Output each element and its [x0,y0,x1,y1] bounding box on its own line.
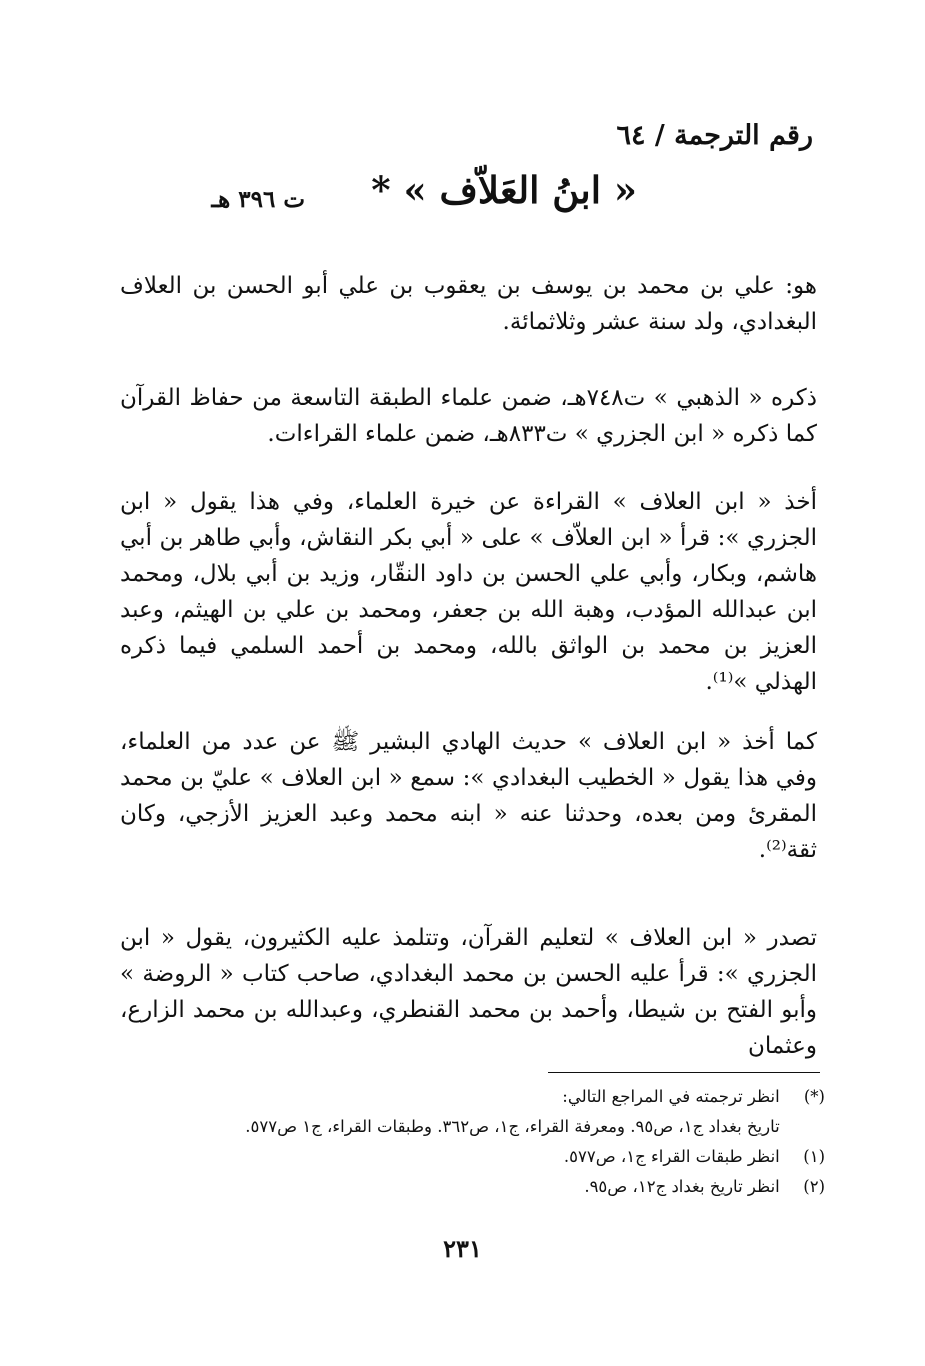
paragraph-students: تصدر « ابن العلاف » لتعليم القرآن، وتتلمذ عليه الكثيرون، يقول « ابن الجزري »: قرأ عليه الحسن بن محمد البغدادي، صاحب كتاب « الروضة » وأبو الفتح بن شيطا، وأحمد بن محمد القنطري، وعبدالله بن محمد الزارع، وعثمان [120,925,817,1059]
footnote-text: انظر تاريخ بغداد ج١٢، ص٩٥. [584,1177,780,1196]
death-date: ت ٣٩٦ هـ [211,186,305,213]
page-number: ٢٣١ [443,1234,482,1263]
footnote-item [150,1112,825,1142]
entry-number-label: رقم الترجمة / ٦٤ [616,120,813,151]
footnote-item [150,1172,825,1202]
paragraph-hadith: كما أخذ « ابن العلاف » حديث الهادي البشير ﷺ عن عدد من العلماء، وفي هذا يقول « الخطيب البغدادي »: سمع « ابن العلاف » عليّ بن محمد المقرئ ومن بعده، وحدثنا عنه « ابنه محمد وعبد العزيز الأزجي، وكان ثقة⁽²⁾. [120,729,817,863]
footnote-divider [548,1072,820,1073]
paragraph-identity: هو: علي بن محمد بن يوسف بن يعقوب بن علي أبو الحسن بن العلاف البغدادي، ولد سنة عشر وثلاثمائة. [120,273,817,335]
footnotes [150,1082,825,1202]
paragraph-teachers: أخذ « ابن العلاف » القراءة عن خيرة العلماء، وفي هذا يقول « ابن الجزري »: قرأ « ابن العلاّف » على « أبي بكر النقاش، وأبي طاهر بن أبي هاشم، وبكار، وأبي علي الحسن بن داود النقّار، وزيد بن أبي بلال، ومحمد ابن عبدالله المؤدب، وهبة الله بن جعفر، ومحمد بن علي بن الهيثم، وعبد العزيز بن محمد بن الواثق بالله، ومحمد بن أحمد السلمي فيما ذكره الهذلي »⁽¹⁾. [120,489,817,695]
footnote-item [150,1082,825,1112]
biography-name-heading: « ابنُ العَلاّف » * [371,168,637,212]
footnote-marker: (*) [803,1087,825,1106]
paragraph-mentions: ذكره « الذهبي » ت٧٤٨هـ، ضمن علماء الطبقة التاسعة من حفاظ القرآن كما ذكره « ابن الجزري » ت٨٣٣هـ، ضمن علماء القراءات. [120,385,817,447]
footnote-marker: (٢) [803,1177,825,1196]
footnote-item [150,1142,825,1172]
footnote-marker: (١) [803,1147,825,1166]
footnote-text: انظر ترجمته في المراجع التالي: [562,1087,780,1106]
footnote-text: انظر طبقات القراء ج١، ص٥٧٧. [563,1147,780,1166]
footnote-text: تاريخ بغداد ج١، ص٩٥. ومعرفة القراء، ج١، ص٣٦٢. وطبقات القراء، ج١ ص٥٧٧. [245,1117,780,1136]
